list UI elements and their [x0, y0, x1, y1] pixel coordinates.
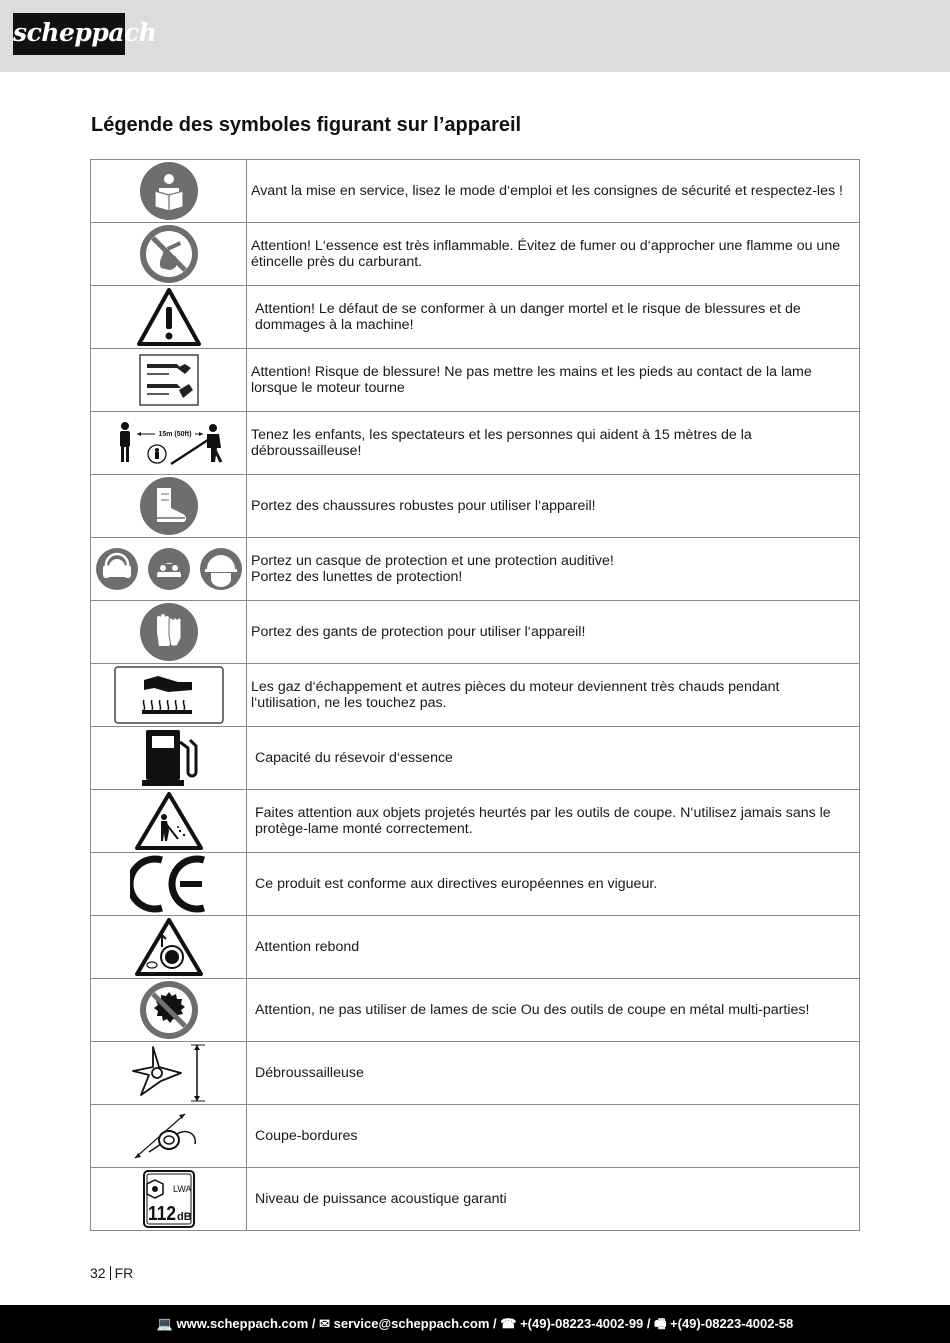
distance-label: 15m (50ft): [157, 431, 192, 438]
legend-text: Attention rebond: [247, 916, 860, 979]
legend-text: Tenez les enfants, les spectateurs et les personnes qui aident à 15 mètres de la débroussailleuse!: [247, 412, 860, 475]
table-row: [91, 727, 860, 790]
legend-text: Attention! L‘essence est très inflammable. Évitez de fumer ou d‘approcher une flamme ou une étincelle près du carburant.: [247, 223, 860, 286]
table-row: [91, 160, 860, 223]
ce-mark-icon: [130, 854, 208, 914]
separator: [110, 1266, 111, 1280]
table-row: [91, 412, 860, 475]
db-unit: dB: [176, 1211, 192, 1223]
ear-eye-head-protection-icon: [95, 547, 243, 591]
legend-text: Faites attention aux objets projetés heurtés par les outils de coupe. N‘utilisez jamais sans le protège-lame monté correctement.: [247, 790, 860, 853]
table-row: [91, 1168, 860, 1231]
legend-text: Débroussailleuse: [247, 1042, 860, 1105]
footer-website[interactable]: www.scheppach.com: [176, 1316, 309, 1331]
fax-icon: 🖷: [654, 1316, 671, 1331]
kickback-warning-icon: [134, 917, 204, 977]
brushcutter-blade-icon: [127, 1043, 211, 1103]
ear-protection-icon: [96, 548, 138, 590]
table-row: [91, 538, 860, 601]
warning-triangle-icon: [136, 287, 202, 347]
legend-text: Niveau de puissance acoustique garanti: [247, 1168, 860, 1231]
table-row: [91, 286, 860, 349]
legend-text: Capacité du résevoir d‘essence: [247, 727, 860, 790]
eye-protection-icon: [148, 548, 190, 590]
thrown-objects-warning-icon: [134, 791, 204, 851]
legend-text: Attention, ne pas utiliser de lames de scie Ou des outils de coupe en métal multi-parties!: [247, 979, 860, 1042]
table-row: [91, 916, 860, 979]
sound-power-level-icon: [143, 1170, 195, 1228]
brand-logo: scheppach: [13, 13, 125, 55]
safety-boots-icon: [139, 476, 199, 536]
page-number: [90, 1265, 133, 1281]
footer-phone: +(49)-08223-4002-99: [520, 1316, 644, 1331]
footer-bar: 💻 www.scheppach.com / ✉ service@scheppach.com / ☎ +(49)-08223-4002-99 / 🖷 +(49)-08223-4002-58: [0, 1305, 950, 1343]
table-row: [91, 475, 860, 538]
table-row: [91, 1105, 860, 1168]
legend-text: Ce produit est conforme aux directives européennes en vigueur.: [247, 853, 860, 916]
page-number-value: 32: [90, 1265, 106, 1281]
table-row: [91, 853, 860, 916]
header-bar: [0, 0, 950, 72]
no-fire-smoking-icon: [139, 224, 199, 284]
head-protection-icon: [200, 548, 242, 590]
legend-text: Portez des gants de protection pour utiliser l‘appareil!: [247, 601, 860, 664]
legend-text: Portez des chaussures robustes pour utiliser l‘appareil!: [247, 475, 860, 538]
trimmer-head-icon: [129, 1108, 209, 1164]
page-title: Légende des symboles figurant sur l’appareil: [91, 114, 522, 136]
table-row: [91, 790, 860, 853]
legend-text: Attention! Le défaut de se conformer à un danger mortel et le risque de blessures et de dommages à la machine!: [247, 286, 860, 349]
email-icon: ✉: [319, 1316, 334, 1331]
read-manual-icon: [139, 161, 199, 221]
legend-text: Portez un casque de protection et une protection auditive! Portez des lunettes de protection!: [251, 552, 614, 585]
table-row: [91, 1042, 860, 1105]
computer-icon: 💻: [156, 1316, 177, 1331]
symbol-legend-table: [90, 159, 860, 1231]
table-row: [91, 223, 860, 286]
table-row: [91, 349, 860, 412]
table-row: [91, 664, 860, 727]
lwa-label: LWA: [172, 1184, 192, 1194]
no-saw-blade-icon: [139, 980, 199, 1040]
keep-hands-feet-away-icon: [139, 354, 199, 406]
legend-text: Attention! Risque de blessure! Ne pas mettre les mains et les pieds au contact de la lame lorsque le moteur tourne: [247, 349, 860, 412]
legend-text: Les gaz d‘échappement et autres pièces du moteur deviennent très chauds pendant l‘utilisation, ne les touchez pas.: [247, 664, 860, 727]
language-code: FR: [114, 1265, 134, 1281]
legend-text: Avant la mise en service, lisez le mode d‘emploi et les consignes de sécurité et respectez-les !: [247, 160, 860, 223]
phone-icon: ☎: [500, 1316, 521, 1331]
hot-surface-icon: [114, 666, 224, 724]
legend-text: Coupe-bordures: [247, 1105, 860, 1168]
keep-distance-15m-icon: [111, 418, 227, 468]
footer-email[interactable]: service@scheppach.com: [333, 1316, 490, 1331]
footer-fax: +(49)-08223-4002-58: [670, 1316, 794, 1331]
protective-gloves-icon: [139, 602, 199, 662]
table-row: [91, 601, 860, 664]
db-value: 112: [147, 1203, 176, 1225]
table-row: [91, 979, 860, 1042]
fuel-pump-icon: [140, 728, 198, 788]
